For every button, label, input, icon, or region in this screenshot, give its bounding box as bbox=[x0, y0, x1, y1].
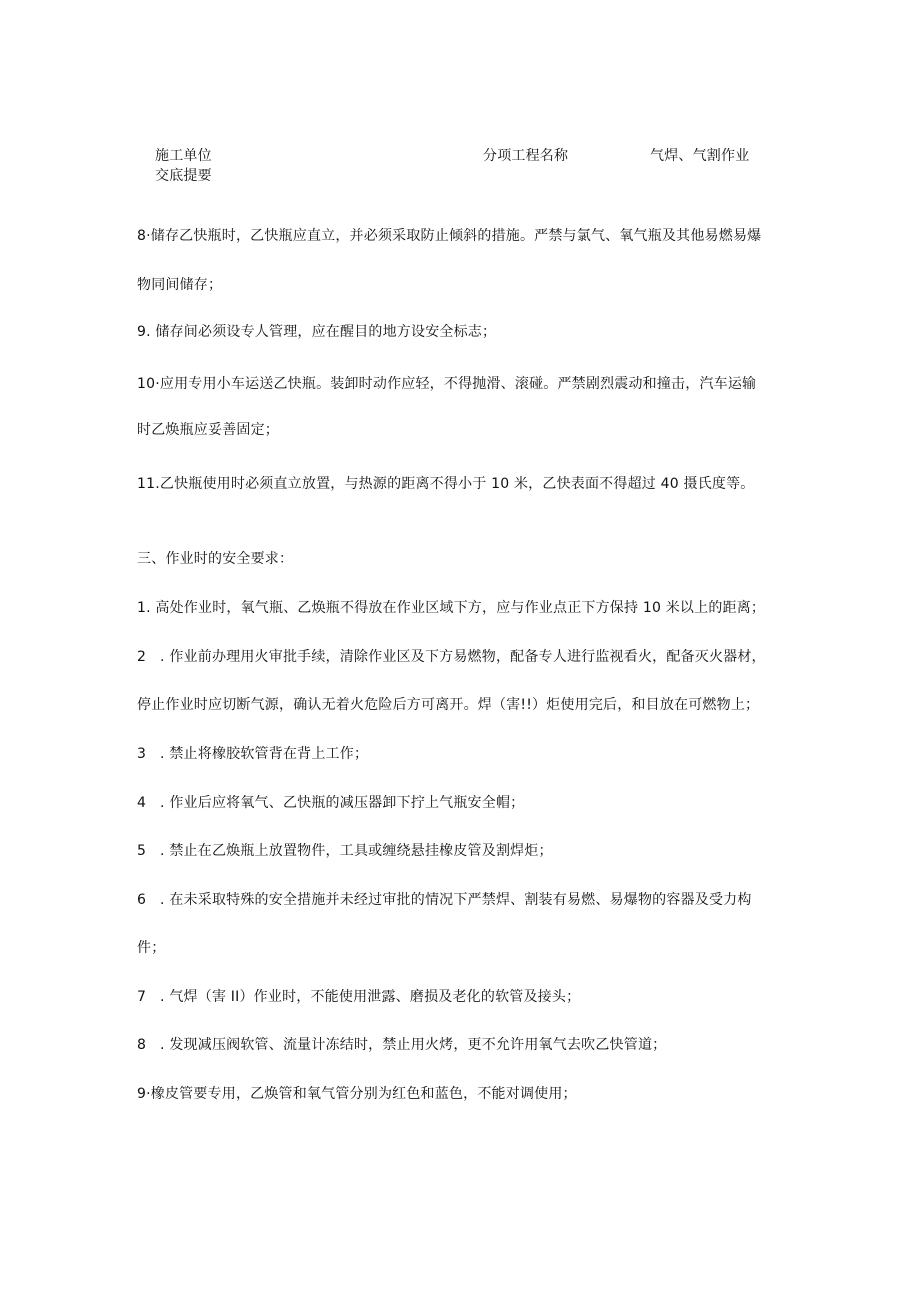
storage-rule-11: 11.乙快瓶使用时必须直立放置，与热源的距离不得小于 10 米，乙快表面不得超过 40 摄氏度等。 bbox=[137, 476, 755, 492]
project-name-label: 分项工程名称 bbox=[483, 148, 569, 164]
operation-rule-6-line2: 件； bbox=[137, 940, 166, 956]
operation-rule-5: 5 . 禁止在乙焕瓶上放置物件，工具或缠绕悬挂橡皮管及割焊炬； bbox=[137, 843, 553, 859]
unit-label: 施工单位 bbox=[155, 148, 212, 164]
storage-rule-10-line2: 时乙焕瓶应妥善固定； bbox=[137, 422, 279, 438]
operation-rule-1: 1. 高处作业时，氧气瓶、乙焕瓶不得放在作业区域下方，应与作业点正下方保持 10 米以上的距离； bbox=[137, 600, 766, 616]
summary-label: 交底提要 bbox=[155, 168, 212, 184]
operation-rule-6-line1: 6 . 在未采取特殊的安全措施并未经过审批的情况下严禁焊、割装有易燃、易爆物的容器及受力构 bbox=[137, 892, 752, 908]
operation-rule-8: 8 . 发现减压阀软管、流量计冻结时，禁止用火烤，更不允许用氧气去吹乙快管道； bbox=[137, 1037, 667, 1053]
storage-rule-8-line1: 8·储存乙快瓶时，乙快瓶应直立，并必须采取防止倾斜的措施。严禁与氯气、氧气瓶及其他易燃易爆 bbox=[137, 228, 762, 244]
operation-rule-7: 7 . 气焊（害 II）作业时，不能使用泄露、磨损及老化的软管及接头； bbox=[137, 989, 581, 1005]
storage-rule-8-line2: 物同间储存； bbox=[137, 277, 223, 293]
operation-rule-4: 4 . 作业后应将氧气、乙快瓶的减压器卸下拧上气瓶安全帽； bbox=[137, 795, 525, 811]
project-name-value: 气焊、气割作业 bbox=[650, 148, 750, 164]
operation-rule-2-line2: 停止作业时应切断气源，确认无着火危险后方可离开。焊（害!!）炬使用完后，和目放在可燃物上； bbox=[137, 697, 760, 713]
storage-rule-9: 9. 储存间必须设专人管理，应在醒目的地方设安全标志； bbox=[137, 324, 497, 340]
operation-rule-9: 9·橡皮管要专用，乙焕管和氧气管分别为红色和蓝色，不能对调使用； bbox=[137, 1086, 577, 1102]
operation-rule-2-line1: 2 . 作业前办理用火审批手续，清除作业区及下方易燃物，配备专人进行监视看火，配备灭火器材， bbox=[137, 649, 766, 665]
section-3-title: 三、作业时的安全要求： bbox=[137, 551, 294, 567]
storage-rule-10-line1: 10·应用专用小车运送乙快瓶。装卸时动作应轻，不得抛滑、滚碰。严禁剧烈震动和撞击，汽车运输 bbox=[137, 376, 757, 392]
operation-rule-3: 3 . 禁止将橡胶软管背在背上工作； bbox=[137, 746, 369, 762]
